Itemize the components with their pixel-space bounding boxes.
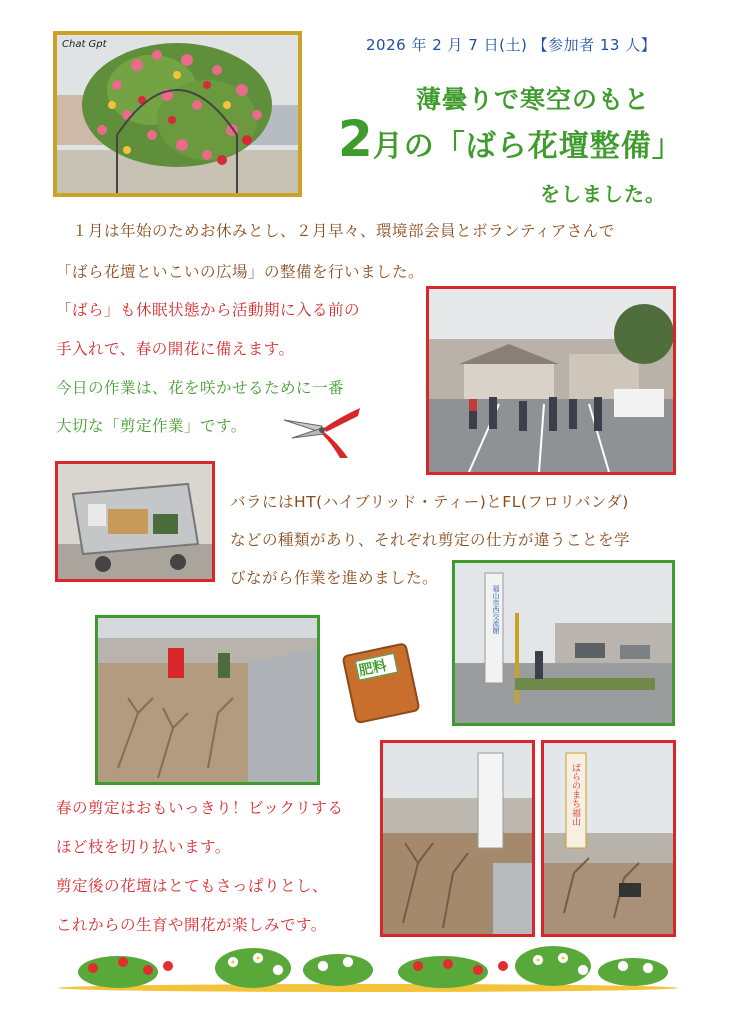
tool-cart-photo (55, 461, 215, 582)
flower-border-decoration (48, 944, 688, 994)
para5-line2: ほど枝を切り払います。 (56, 838, 231, 856)
banner-text: ばらのまち福山 (570, 763, 580, 826)
para4-line3: びながら作業を進めました。 (230, 569, 439, 587)
fertilizer-bag-icon (341, 642, 422, 725)
para4-line2: などの種類があり、それぞれ剪定の仕方が違うことを学 (230, 531, 631, 549)
pruning-workers-photo (95, 615, 320, 785)
title-main: 月の「ばら花壇整備」 (372, 129, 683, 164)
group-photo-parking (426, 286, 676, 475)
pole-sign-text: 福山市西交流館 (492, 585, 500, 634)
title-month-number: 2 (338, 110, 373, 168)
pruning-shears-icon (282, 398, 362, 460)
rose-arch-photo (53, 31, 302, 197)
pruned-bed-sign-photo (380, 740, 535, 937)
title-line2 (338, 110, 683, 168)
fertilizer-bag-label: 肥料 (357, 657, 389, 680)
para5-line3: 剪定後の花壇はとてもさっぱりとし、 (56, 877, 329, 895)
para4-line1: バラにはHT(ハイブリッド・ティー)とFL(フロリバンダ) (230, 493, 629, 511)
corner-photo-label: Chat Gpt (62, 39, 107, 50)
para2-line2: 手入れで、春の開花に備えます。 (56, 340, 295, 358)
para3-line2: 大切な「剪定作業」です。 (56, 417, 247, 435)
para3-line1: 今日の作業は、花を咲かせるために一番 (56, 379, 345, 397)
title-line1: 薄曇りで寒空のもと (416, 85, 651, 114)
title-line3: をしました。 (540, 182, 666, 206)
worker-sign-photo (452, 560, 675, 726)
para2-line1: 「ばら」も休眠状態から活動期に入る前の (56, 301, 361, 319)
para5-line4: これからの生育や開花が楽しみです。 (56, 916, 327, 934)
date-participants: 2026 年 2 月 7 日(土) 【参加者 13 人】 (366, 36, 657, 54)
para5-line1: 春の剪定はおもいっきり！ビックリする (56, 799, 344, 817)
banner-bed-photo (541, 740, 676, 937)
para1-line1: １月は年始のためお休みとし、２月早々、環境部会員とボランティアさんで (72, 222, 615, 240)
para1-line2: 「ばら花壇といこいの広場」の整備を行いました。 (56, 263, 425, 281)
